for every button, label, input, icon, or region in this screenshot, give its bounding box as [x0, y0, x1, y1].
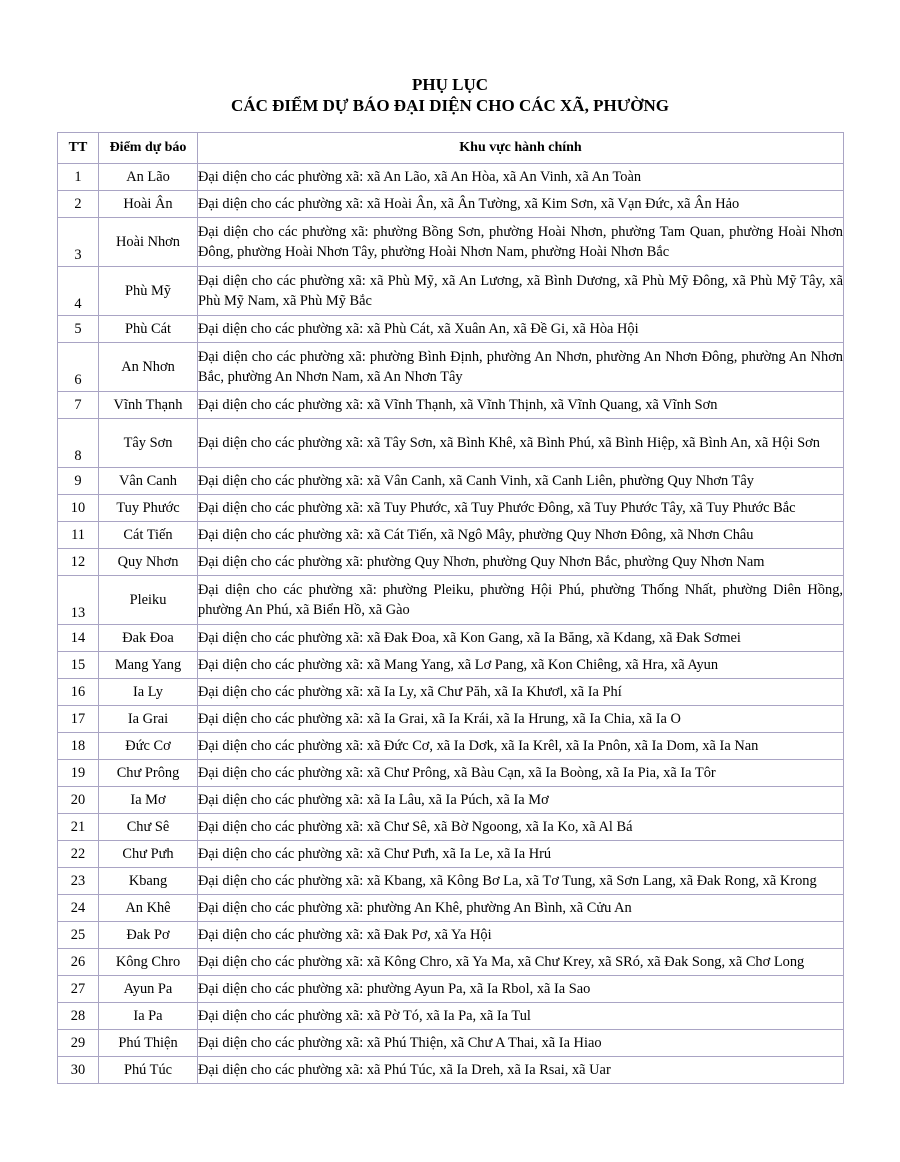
forecast-point-cell: Phù Mỹ: [99, 267, 198, 316]
table-row: [58, 841, 844, 868]
admin-area-cell: Đại diện cho các phường xã: xã Kông Chro, xã Ya Ma, xã Chư Krey, xã SRó, xã Đak Song, xã Chơ Long: [198, 949, 844, 976]
forecast-point-cell: Tuy Phước: [99, 495, 198, 522]
admin-area-cell: Đại diện cho các phường xã: xã An Lão, xã An Hòa, xã An Vinh, xã An Toàn: [198, 164, 844, 191]
forecast-point-cell: Phù Cát: [99, 316, 198, 343]
admin-area-cell: Đại diện cho các phường xã: xã Ia Grai, xã Ia Krái, xã Ia Hrung, xã Ia Chia, xã Ia O: [198, 706, 844, 733]
header-forecast-point: Điểm dự báo: [99, 133, 198, 164]
row-number: 24: [58, 895, 99, 922]
forecast-point-cell: An Nhơn: [99, 343, 198, 392]
table-row: [58, 419, 844, 468]
forecast-point-cell: An Lão: [99, 164, 198, 191]
forecast-point-cell: Kông Chro: [99, 949, 198, 976]
row-number: 8: [58, 419, 99, 468]
admin-area-cell: Đại diện cho các phường xã: xã Cát Tiến, xã Ngô Mây, phường Quy Nhơn Đông, xã Nhơn Châu: [198, 522, 844, 549]
table-row: [58, 652, 844, 679]
admin-area-cell: Đại diện cho các phường xã: xã Vĩnh Thạnh, xã Vĩnh Thịnh, xã Vĩnh Quang, xã Vĩnh Sơn: [198, 392, 844, 419]
row-number: 22: [58, 841, 99, 868]
table-row: [58, 922, 844, 949]
admin-area-cell: Đại diện cho các phường xã: phường Bình Định, phường An Nhơn, phường An Nhơn Đông, phường An Nhơn Bắc, phường An Nhơn Nam, xã An Nhơn Tây: [198, 343, 844, 392]
row-number: 3: [58, 218, 99, 267]
table-row: [58, 976, 844, 1003]
row-number: 15: [58, 652, 99, 679]
row-number: 26: [58, 949, 99, 976]
forecast-point-cell: Kbang: [99, 868, 198, 895]
table-row: [58, 267, 844, 316]
row-number: 19: [58, 760, 99, 787]
table-header-row: [58, 133, 844, 164]
appendix-title: PHỤ LỤC: [411, 75, 489, 94]
row-number: 25: [58, 922, 99, 949]
table-row: [58, 625, 844, 652]
admin-area-cell: Đại diện cho các phường xã: xã Mang Yang, xã Lơ Pang, xã Kon Chiêng, xã Hra, xã Ayun: [198, 652, 844, 679]
row-number: 20: [58, 787, 99, 814]
table-row: [58, 164, 844, 191]
forecast-point-cell: Ia Grai: [99, 706, 198, 733]
admin-area-cell: Đại diện cho các phường xã: xã Đak Đoa, xã Kon Gang, xã Ia Băng, xã Kdang, xã Đak Sơmei: [198, 625, 844, 652]
admin-area-cell: Đại diện cho các phường xã: xã Phú Túc, xã Ia Dreh, xã Ia Rsai, xã Uar: [198, 1057, 844, 1084]
table-row: [58, 679, 844, 706]
table-row: [58, 468, 844, 495]
admin-area-cell: Đại diện cho các phường xã: phường Pleiku, phường Hội Phú, phường Thống Nhất, phường Diên Hồng, phường An Phú, xã Biển Hồ, xã Gào: [198, 576, 844, 625]
forecast-point-cell: An Khê: [99, 895, 198, 922]
row-number: 1: [58, 164, 99, 191]
forecast-point-cell: Hoài Ân: [99, 191, 198, 218]
forecast-point-cell: Tây Sơn: [99, 419, 198, 468]
admin-area-cell: Đại diện cho các phường xã: phường An Khê, phường An Bình, xã Cửu An: [198, 895, 844, 922]
row-number: 10: [58, 495, 99, 522]
admin-area-cell: Đại diện cho các phường xã: xã Kbang, xã Kông Bơ La, xã Tơ Tung, xã Sơn Lang, xã Đak Rong, xã Krong: [198, 868, 844, 895]
table-row: [58, 814, 844, 841]
table-row: [58, 895, 844, 922]
forecast-points-table: [57, 132, 844, 1084]
row-number: 21: [58, 814, 99, 841]
admin-area-cell: Đại diện cho các phường xã: xã Ia Ly, xã Chư Păh, xã Ia Khươl, xã Ia Phí: [198, 679, 844, 706]
table-row: [58, 549, 844, 576]
table-row: [58, 949, 844, 976]
table-row: [58, 868, 844, 895]
row-number: 7: [58, 392, 99, 419]
forecast-point-cell: Vĩnh Thạnh: [99, 392, 198, 419]
row-number: 12: [58, 549, 99, 576]
table-row: [58, 1030, 844, 1057]
appendix-subtitle: CÁC ĐIỂM DỰ BÁO ĐẠI DIỆN CHO CÁC XÃ, PHƯỜNG: [231, 96, 669, 115]
row-number: 9: [58, 468, 99, 495]
row-number: 28: [58, 1003, 99, 1030]
admin-area-cell: Đại diện cho các phường xã: xã Chư Sê, xã Bờ Ngoong, xã Ia Ko, xã Al Bá: [198, 814, 844, 841]
table-row: [58, 1057, 844, 1084]
admin-area-cell: Đại diện cho các phường xã: xã Tây Sơn, xã Bình Khê, xã Bình Phú, xã Bình Hiệp, xã Bình An, xã Hội Sơn: [198, 419, 844, 468]
forecast-point-cell: Chư Pưh: [99, 841, 198, 868]
admin-area-cell: Đại diện cho các phường xã: xã Chư Pưh, xã Ia Le, xã Ia Hrú: [198, 841, 844, 868]
row-number: 2: [58, 191, 99, 218]
row-number: 4: [58, 267, 99, 316]
forecast-point-cell: Vân Canh: [99, 468, 198, 495]
forecast-point-cell: Hoài Nhơn: [99, 218, 198, 267]
table-row: [58, 576, 844, 625]
admin-area-cell: Đại diện cho các phường xã: phường Bồng Sơn, phường Hoài Nhơn, phường Tam Quan, phường Hoài Nhơn Đông, phường Hoài Nhơn Tây, phường Hoài Nhơn Nam, phường Hoài Nhơn Bắc: [198, 218, 844, 267]
forecast-point-cell: Đức Cơ: [99, 733, 198, 760]
forecast-point-cell: Ayun Pa: [99, 976, 198, 1003]
row-number: 6: [58, 343, 99, 392]
table-row: [58, 1003, 844, 1030]
forecast-point-cell: Phú Túc: [99, 1057, 198, 1084]
table-row: [58, 706, 844, 733]
row-number: 30: [58, 1057, 99, 1084]
admin-area-cell: Đại diện cho các phường xã: xã Phù Mỹ, xã An Lương, xã Bình Dương, xã Phù Mỹ Đông, xã Phù Mỹ Tây, xã Phù Mỹ Nam, xã Phù Mỹ Bắc: [198, 267, 844, 316]
forecast-point-cell: Mang Yang: [99, 652, 198, 679]
admin-area-cell: Đại diện cho các phường xã: xã Phú Thiện, xã Chư A Thai, xã Ia Hiao: [198, 1030, 844, 1057]
admin-area-cell: Đại diện cho các phường xã: xã Ia Lâu, xã Ia Púch, xã Ia Mơ: [198, 787, 844, 814]
row-number: 14: [58, 625, 99, 652]
row-number: 13: [58, 576, 99, 625]
table-row: [58, 495, 844, 522]
forecast-point-cell: Chư Sê: [99, 814, 198, 841]
row-number: 5: [58, 316, 99, 343]
header-admin-area: Khu vực hành chính: [198, 133, 844, 164]
table-body: [58, 164, 844, 1084]
row-number: 16: [58, 679, 99, 706]
table-row: [58, 218, 844, 267]
header-tt: TT: [58, 133, 99, 164]
forecast-point-cell: Chư Prông: [99, 760, 198, 787]
table-row: [58, 760, 844, 787]
forecast-point-cell: Ia Ly: [99, 679, 198, 706]
admin-area-cell: Đại diện cho các phường xã: xã Phù Cát, xã Xuân An, xã Đề Gi, xã Hòa Hội: [198, 316, 844, 343]
row-number: 23: [58, 868, 99, 895]
row-number: 11: [58, 522, 99, 549]
admin-area-cell: Đại diện cho các phường xã: xã Tuy Phước, xã Tuy Phước Đông, xã Tuy Phước Tây, xã Tuy Phước Bắc: [198, 495, 844, 522]
admin-area-cell: Đại diện cho các phường xã: phường Quy Nhơn, phường Quy Nhơn Bắc, phường Quy Nhơn Nam: [198, 549, 844, 576]
table-row: [58, 787, 844, 814]
forecast-point-cell: Ia Mơ: [99, 787, 198, 814]
table-row: [58, 343, 844, 392]
admin-area-cell: Đại diện cho các phường xã: xã Đak Pơ, xã Ya Hội: [198, 922, 844, 949]
forecast-point-cell: Đak Đoa: [99, 625, 198, 652]
row-number: 17: [58, 706, 99, 733]
table-row: [58, 316, 844, 343]
admin-area-cell: Đại diện cho các phường xã: xã Đức Cơ, xã Ia Dơk, xã Ia Krêl, xã Ia Pnôn, xã Ia Dom, xã Ia Nan: [198, 733, 844, 760]
forecast-point-cell: Cát Tiến: [99, 522, 198, 549]
row-number: 27: [58, 976, 99, 1003]
forecast-point-cell: Đak Pơ: [99, 922, 198, 949]
forecast-point-cell: Ia Pa: [99, 1003, 198, 1030]
admin-area-cell: Đại diện cho các phường xã: xã Chư Prông, xã Bàu Cạn, xã Ia Boòng, xã Ia Pia, xã Ia Tôr: [198, 760, 844, 787]
admin-area-cell: Đại diện cho các phường xã: xã Hoài Ân, xã Ân Tường, xã Kim Sơn, xã Vạn Đức, xã Ân Hảo: [198, 191, 844, 218]
admin-area-cell: Đại diện cho các phường xã: xã Vân Canh, xã Canh Vinh, xã Canh Liên, phường Quy Nhơn Tây: [198, 468, 844, 495]
table-row: [58, 522, 844, 549]
table-row: [58, 392, 844, 419]
table-row: [58, 733, 844, 760]
admin-area-cell: Đại diện cho các phường xã: xã Pờ Tó, xã Ia Pa, xã Ia Tul: [198, 1003, 844, 1030]
forecast-point-cell: Phú Thiện: [99, 1030, 198, 1057]
admin-area-cell: Đại diện cho các phường xã: phường Ayun Pa, xã Ia Rbol, xã Ia Sao: [198, 976, 844, 1003]
forecast-point-cell: Pleiku: [99, 576, 198, 625]
row-number: 18: [58, 733, 99, 760]
document-heading: [0, 74, 900, 116]
forecast-point-cell: Quy Nhơn: [99, 549, 198, 576]
row-number: 29: [58, 1030, 99, 1057]
table-row: [58, 191, 844, 218]
